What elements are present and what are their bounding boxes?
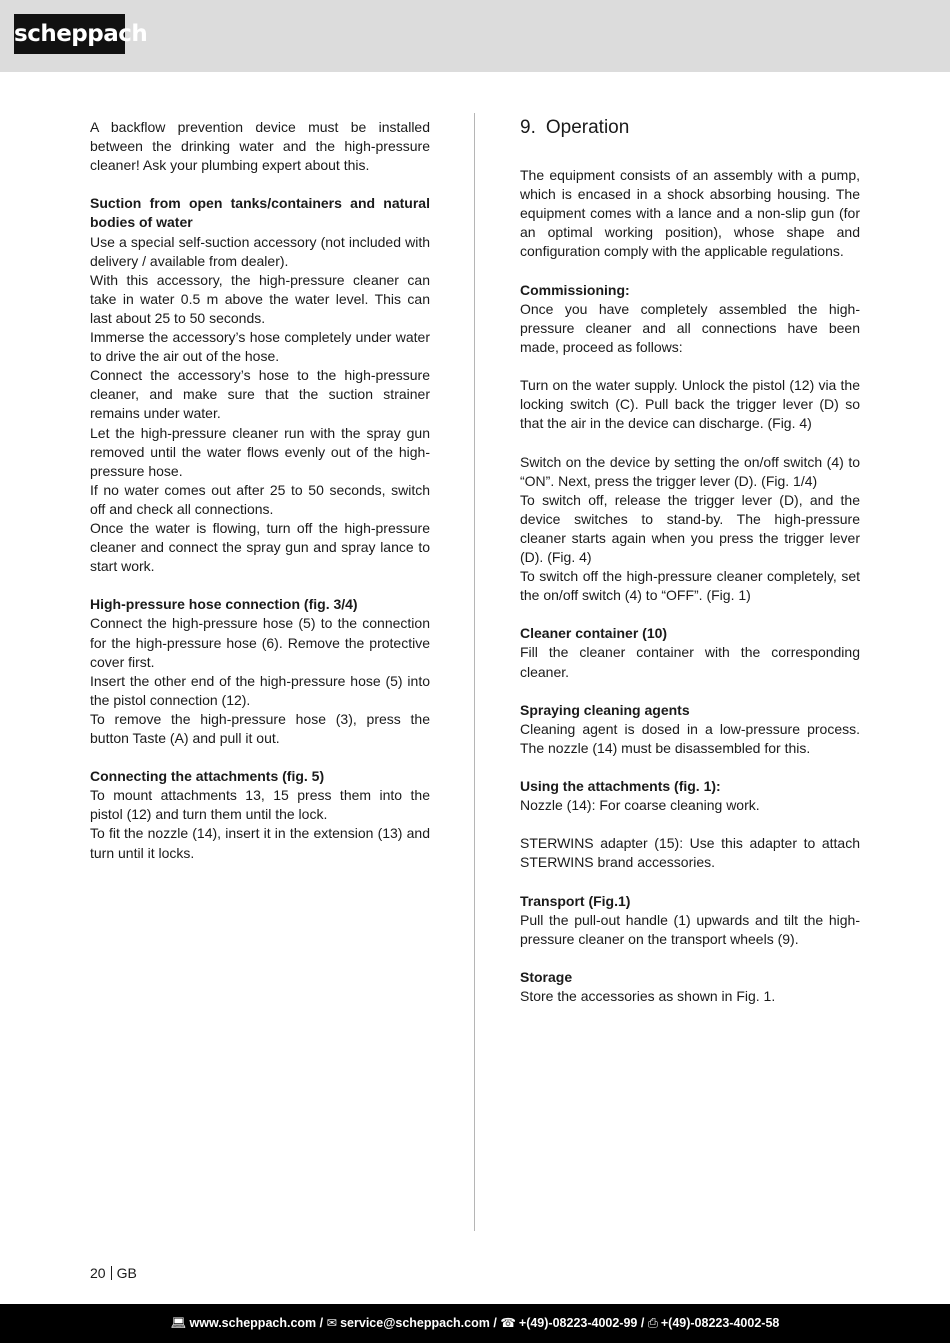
paragraph: With this accessory, the high-pressure cleaner can take in water 0.5 m above the water level. This can last about 25 to 50 seconds. [90,271,430,326]
subheading: Transport (Fig.1) [520,892,631,909]
paragraph: To mount attachments 13, 15 press them into the pistol (12) and turn them until the lock. [90,787,430,823]
paragraph: Use a special self-suction accessory (not included with delivery / available from dealer). [90,233,430,269]
email-link[interactable]: service@scheppach.com [340,1316,490,1330]
page-number-separator [111,1266,112,1280]
paragraph: Insert the other end of the high-pressure hose (5) into the pistol connection (12). [90,672,430,708]
paragraph: Once the water is flowing, turn off the high-pressure cleaner and connect the spray gun and spray lance to start work. [90,519,430,575]
text-block [520,968,860,1006]
paragraph: Nozzle (14): For coarse cleaning work. [520,797,760,814]
subheading: Suction from open tanks/containers and natural bodies of water [90,195,430,231]
paragraph: If no water comes out after 25 to 50 seconds, switch off and check all connections. [90,481,430,517]
text-block [520,166,860,261]
column-divider [474,113,475,1231]
contact-bar [0,1304,950,1343]
subheading: Connecting the attachments (fig. 5) [90,768,325,785]
section-number: 9. [520,117,536,138]
header-band [0,0,950,72]
paragraph: Once you have completely assembled the high-pressure cleaner and all connections have been made, proceed as follows: [520,300,860,355]
text-block [520,777,860,815]
footer-separator: / [640,1316,645,1330]
subheading: Using the attachments (fig. 1): [520,778,721,795]
subheading: Storage [520,969,573,986]
text-block [90,118,430,175]
fax-icon: ⎙ [647,1316,658,1330]
text-block [520,376,860,433]
paragraph: To fit the nozzle (14), insert it in the extension (13) and turn until it locks. [90,825,430,861]
paragraph: Cleaning agent is dosed in a low-pressure process. The nozzle (14) must be disassembled for this. [520,720,860,756]
text-block [520,624,860,681]
fax-number: +(49)-08223-4002-58 [660,1316,780,1330]
paragraph: Fill the cleaner container with the corresponding cleaner. [520,644,860,680]
phone-number: +(49)-08223-4002-99 [518,1316,638,1330]
website-link[interactable]: www.scheppach.com [189,1316,317,1330]
paragraph: A backflow prevention device must be installed between the drinking water and the high-pressure cleaner! Ask your plumbing expert about this. [90,119,430,174]
paragraph: To remove the high-pressure hose (3), press the button Taste (A) and pull it out. [90,710,430,746]
paragraph: To switch off the high-pressure cleaner completely, set the on/off switch (4) to “OFF”. (Fig. 1) [520,568,860,604]
page-language: GB [116,1265,137,1281]
text-block [90,767,430,862]
paragraph: Let the high-pressure cleaner run with the spray gun removed until the water flows evenly out of the high-pressure hose. [90,424,430,479]
text-block [520,453,860,606]
footer-separator: / [319,1316,324,1330]
paragraph: Turn on the water supply. Unlock the pistol (12) via the locking switch (C). Pull back the trigger lever (D) so that the air in the device can discharge. (Fig. 4) [520,377,860,432]
right-column-blocks [520,166,860,1006]
subheading: Commissioning: [520,281,630,298]
text-block [520,701,860,758]
email-icon: ✉︎ [326,1316,338,1330]
subheading: High-pressure hose connection (fig. 3/4) [90,596,358,613]
paragraph: Pull the pull-out handle (1) upwards and tilt the high-pressure cleaner on the transport wheels (9). [520,911,860,947]
paragraph: To switch off, release the trigger lever (D), and the device switches to stand-by. The high-pressure cleaner starts again when you press the trigger lever (D). (Fig. 4) [520,491,860,565]
text-block [520,892,860,949]
section-title-text: Operation [545,117,630,138]
text-block [520,281,860,357]
subheading: Cleaner container (10) [520,625,668,642]
phone-icon: ☎︎ [500,1316,516,1330]
paragraph: Immerse the accessory’s hose completely under water to drive the air out of the hose. [90,329,430,365]
text-block [90,595,430,748]
paragraph: Store the accessories as shown in Fig. 1. [520,988,776,1005]
paragraph: Connect the high-pressure hose (5) to the connection for the high-pressure hose (6). Remove the protective cover first. [90,615,430,670]
page-number-value: 20 [90,1265,106,1281]
paragraph: The equipment consists of an assembly with a pump, which is encased in a shock absorbing housing. The equipment comes with a lance and a non-slip gun (for an optimal working position), whose shape and configuration comply with the applicable regulations. [520,167,860,260]
page-number [90,1264,137,1283]
footer-separator: / [493,1316,497,1330]
subheading: Spraying cleaning agents [520,701,690,718]
text-block [520,834,860,872]
left-column [90,118,430,882]
text-block [90,194,430,576]
brand-logo: scheppach [14,14,125,54]
laptop-icon: 💻︎ [170,1316,187,1330]
right-column [520,118,860,1025]
section-title [520,118,860,137]
paragraph: Switch on the device by setting the on/off switch (4) to “ON”. Next, press the trigger lever (D). (Fig. 1/4) [520,453,860,489]
paragraph: STERWINS adapter (15): Use this adapter to attach STERWINS brand accessories. [520,835,860,871]
paragraph: Connect the accessory’s hose to the high-pressure cleaner, and make sure that the suction strainer remains under water. [90,367,430,422]
